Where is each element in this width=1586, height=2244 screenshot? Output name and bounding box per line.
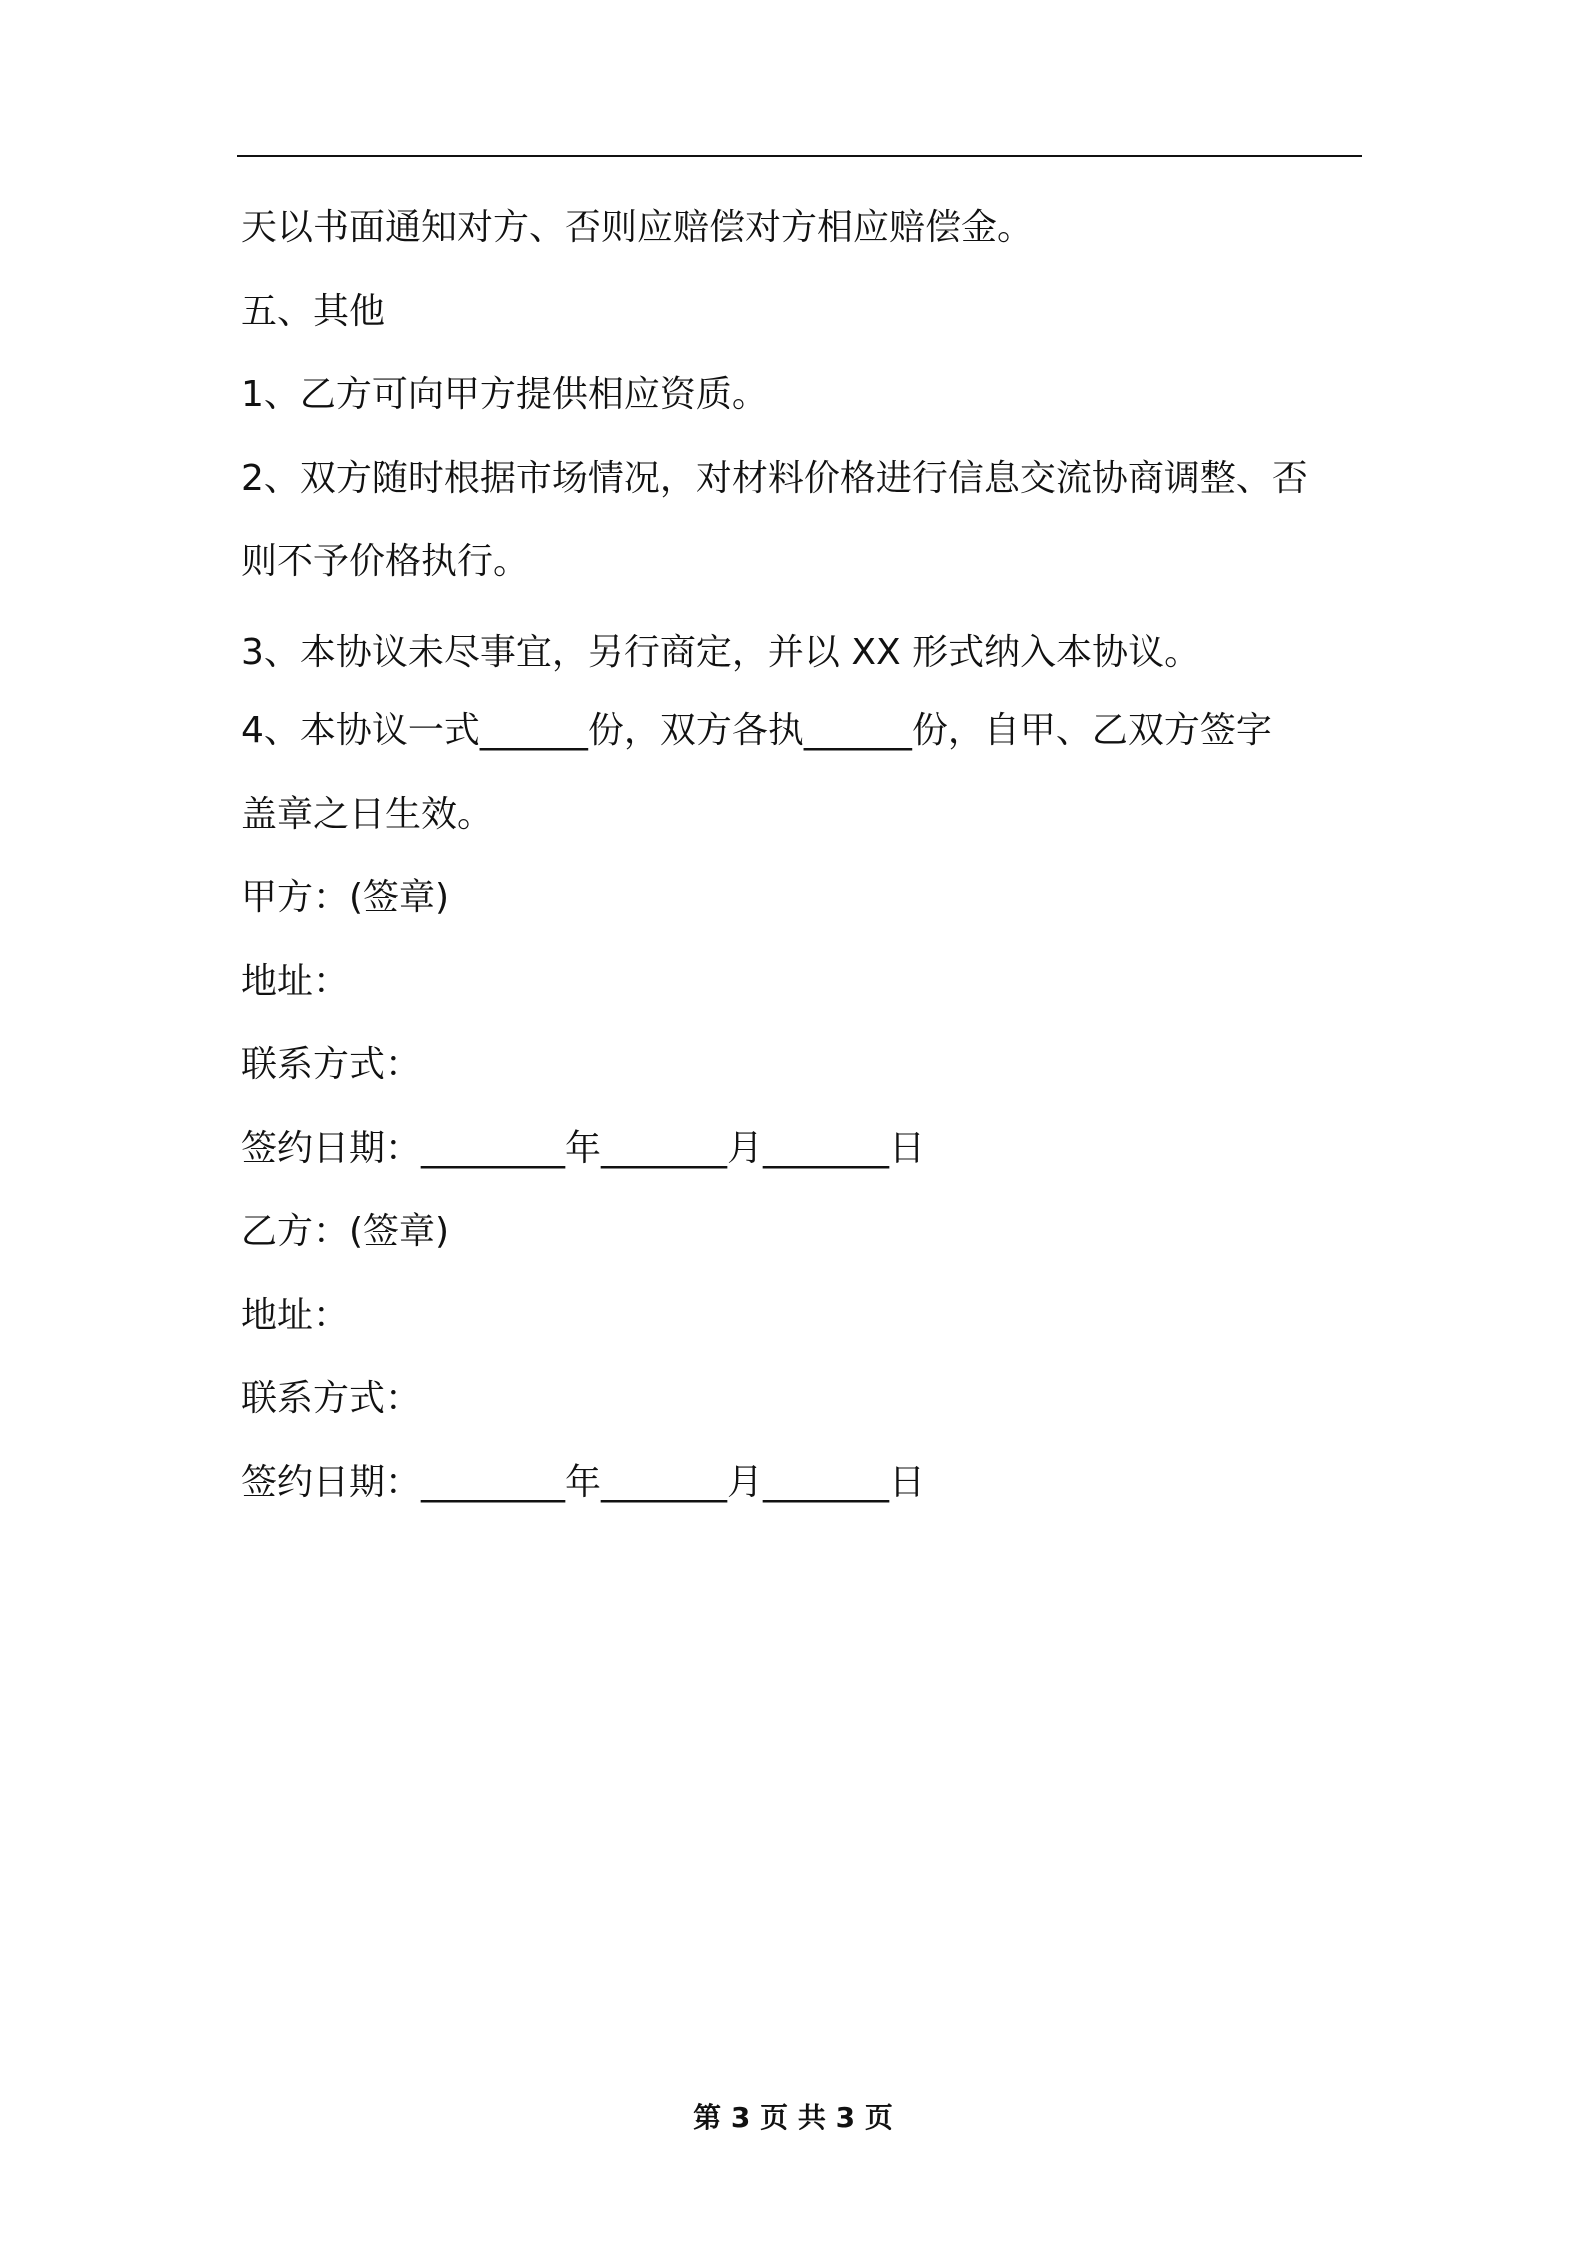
header-rule xyxy=(237,155,1362,157)
clause-1: 1、乙方可向甲方提供相应资质。 xyxy=(241,374,768,415)
party-b-signature: 乙方：(签章) xyxy=(241,1211,450,1252)
party-a-contact: 联系方式： xyxy=(241,1044,422,1085)
clause-2-line-1: 2、双方随时根据市场情况，对材料价格进行信息交流协商调整、否 xyxy=(241,458,1308,499)
party-a-address: 地址： xyxy=(241,961,350,1002)
party-b-contact: 联系方式： xyxy=(241,1378,422,1419)
party-b-address: 地址： xyxy=(241,1295,350,1336)
party-a-sign-date: 签约日期：________年_______月_______日 xyxy=(241,1128,926,1169)
clause-3: 3、本协议未尽事宜，另行商定，并以 XX 形式纳入本协议。 xyxy=(241,632,1201,673)
party-a-signature: 甲方：(签章) xyxy=(241,877,450,918)
clause-4-line-2: 盖章之日生效。 xyxy=(241,794,494,835)
section-heading-other: 五、其他 xyxy=(241,291,386,332)
clause-4-line-1: 4、本协议一式______份，双方各执______份，自甲、乙双方签字 xyxy=(241,710,1272,751)
clause-2-line-2: 则不予价格执行。 xyxy=(241,541,530,582)
page-number: 第 3 页 共 3 页 xyxy=(693,2101,893,2134)
party-b-sign-date: 签约日期：________年_______月_______日 xyxy=(241,1462,926,1503)
text-line-compensation: 天以书面通知对方、否则应赔偿对方相应赔偿金。 xyxy=(241,207,1034,248)
